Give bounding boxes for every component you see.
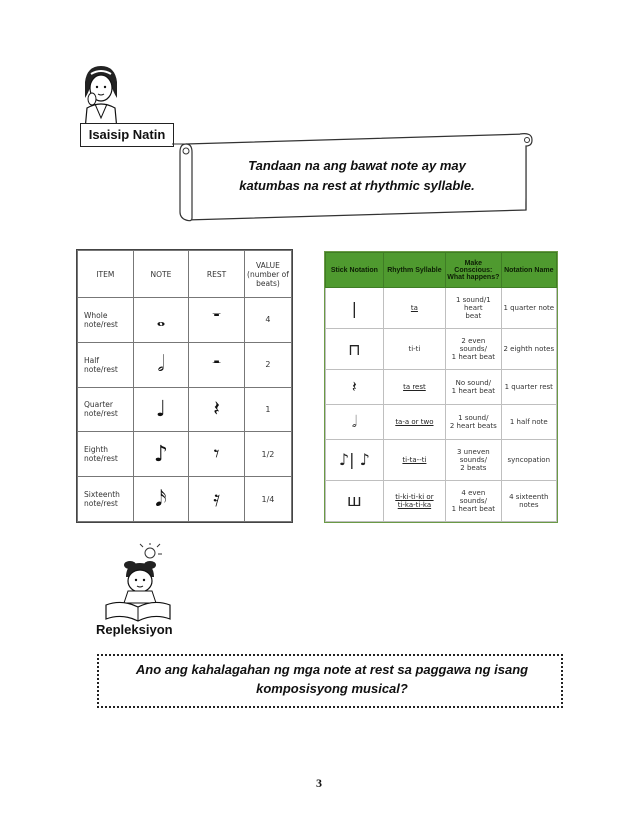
value-cell: 2: [244, 342, 291, 387]
value-cell: 4: [244, 298, 291, 343]
what-happens-cell: 4 even sounds/ 1 heart beat: [446, 480, 501, 521]
syllable-cell: ta: [383, 288, 445, 329]
rest-symbol: 𝄿: [189, 477, 245, 522]
scroll-text: [222, 156, 492, 196]
stick-cell: 𝅗𝅥: [326, 404, 384, 439]
table-row: [326, 370, 557, 405]
notation-name-cell: 4 sixteenth notes: [501, 480, 556, 521]
header-note: NOTE: [133, 251, 189, 298]
scroll-line-1: Tandaan na ang bawat note ay may: [248, 158, 466, 173]
notation-name-cell: 1 half note: [501, 404, 556, 439]
what-happens-cell: 1 sound/1 heart beat: [446, 288, 501, 329]
what-happens-cell: 3 uneven sounds/ 2 beats: [446, 439, 501, 480]
page-number: 3: [316, 776, 322, 790]
value-cell: 1: [244, 387, 291, 432]
item-cell: Half note/rest: [78, 342, 134, 387]
table-row: [326, 439, 557, 480]
table-row: [78, 477, 292, 522]
note-symbol: 𝅝: [133, 298, 189, 343]
syllable-cell: ta rest: [383, 370, 445, 405]
repleksiyon-label: Repleksiyon: [96, 622, 173, 637]
what-happens-cell: No sound/ 1 heart beat: [446, 370, 501, 405]
table-row: [78, 342, 292, 387]
table-row: [78, 387, 292, 432]
note-symbol: 𝅘𝅥𝅯: [133, 477, 189, 522]
reflection-line-1: Ano ang kahalagahan ng mga note at rest sa paggawa ng isang: [135, 662, 529, 677]
what-happens-cell: 2 even sounds/ 1 heart beat: [446, 329, 501, 370]
rest-symbol: 𝄻: [189, 298, 245, 343]
syllable-cell: ti-ki-ti-ki or ti-ka-ti-ka: [383, 480, 445, 521]
table-row: [326, 404, 557, 439]
note-symbol: ♩: [133, 387, 189, 432]
reading-girl-illustration: [100, 543, 176, 625]
note-symbol: ♪: [133, 432, 189, 477]
header-stick-notation: Stick Notation: [326, 253, 384, 288]
table-row: [78, 432, 292, 477]
note-rest-value-table: [76, 249, 293, 523]
stick-cell: ш: [326, 480, 384, 521]
note-symbol: 𝅗𝅥: [133, 342, 189, 387]
what-happens-cell: 1 sound/ 2 heart beats: [446, 404, 501, 439]
rest-symbol: 𝄽: [189, 387, 245, 432]
header-rhythm-syllable: Rhythm Syllable: [383, 253, 445, 288]
scroll-line-2: katumbas na rest at rhythmic syllable.: [239, 178, 475, 193]
stick-cell: |: [326, 288, 384, 329]
notation-name-cell: 1 quarter rest: [501, 370, 556, 405]
reflection-question: [130, 660, 534, 698]
stick-cell: ⊓: [326, 329, 384, 370]
isaisip-natin-label: Isaisip Natin: [80, 123, 174, 147]
item-cell: Eighth note/rest: [78, 432, 134, 477]
header-notation-name: Notation Name: [501, 253, 556, 288]
stick-cell: ♪| ♪: [326, 439, 384, 480]
rest-symbol: 𝄼: [189, 342, 245, 387]
table-row: [326, 288, 557, 329]
table-row: [78, 298, 292, 343]
table-row: [326, 480, 557, 521]
notation-name-cell: 1 quarter note: [501, 288, 556, 329]
item-cell: Quarter note/rest: [78, 387, 134, 432]
reflection-line-2: komposisyong musical?: [256, 681, 408, 696]
notation-name-cell: 2 eighth notes: [501, 329, 556, 370]
header-value: VALUE (number of beats): [244, 251, 291, 298]
header-item: ITEM: [78, 251, 134, 298]
stick-notation-table: [324, 251, 558, 523]
value-cell: 1/4: [244, 477, 291, 522]
syllable-cell: ta-a or two: [383, 404, 445, 439]
syllable-cell: ti-ta--ti: [383, 439, 445, 480]
stick-cell: 𝄽: [326, 370, 384, 405]
item-cell: Whole note/rest: [78, 298, 134, 343]
rest-symbol: 𝄾: [189, 432, 245, 477]
table-row: [326, 329, 557, 370]
item-cell: Sixteenth note/rest: [78, 477, 134, 522]
header-rest: REST: [189, 251, 245, 298]
value-cell: 1/2: [244, 432, 291, 477]
thinking-girl-illustration: [75, 62, 125, 130]
syllable-cell: ti-ti: [383, 329, 445, 370]
notation-name-cell: syncopation: [501, 439, 556, 480]
header-make-conscious: Make Conscious: What happens?: [446, 253, 501, 288]
